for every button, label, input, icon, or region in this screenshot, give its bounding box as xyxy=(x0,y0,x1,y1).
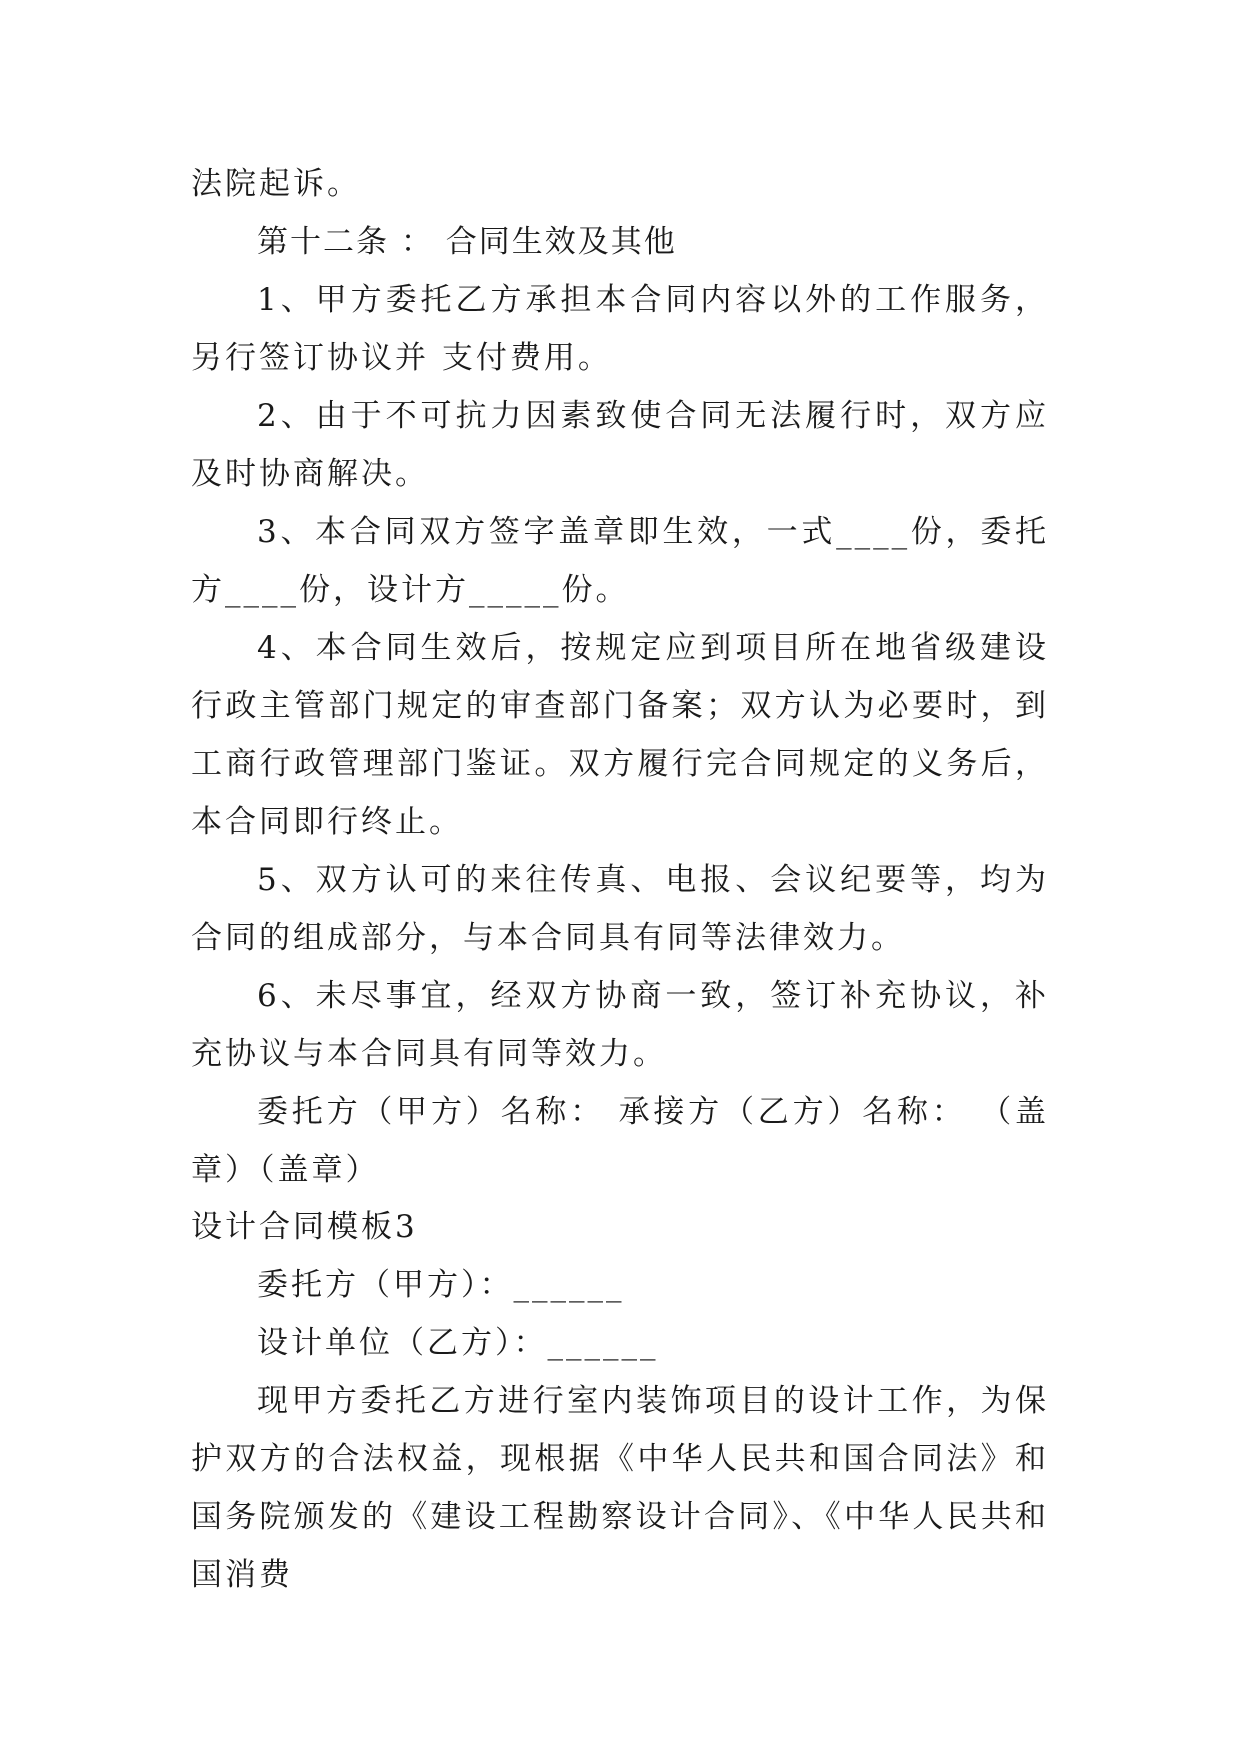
signature-line: 委托方（甲方）名称： 承接方（乙方）名称： （盖章）（盖章） xyxy=(191,1094,1049,1188)
paragraph-court-suit: 法院起诉。 xyxy=(191,166,361,202)
document-body xyxy=(191,155,1049,1604)
clause-3: 3、本合同双方签字盖章即生效，一式____份，委托方____份，设计方_____份。 xyxy=(191,514,1049,608)
clause-1: 1、甲方委托乙方承担本合同内容以外的工作服务，另行签订协议并 支付费用。 xyxy=(191,282,1049,376)
clause-4: 4、本合同生效后，按规定应到项目所在地省级建设行政主管部门规定的审查部门备案；双方认为必要时，到工商行政管理部门鉴证。双方履行完合同规定的义务后，本合同即行终止。 xyxy=(191,630,1049,840)
clause-6: 6、未尽事宜，经双方协商一致，签订补充协议，补充协议与本合同具有同等效力。 xyxy=(191,978,1049,1072)
preamble-paragraph: 现甲方委托乙方进行室内装饰项目的设计工作，为保护双方的合法权益，现根据《中华人民共和国合同法》和国务院颁发的《建设工程勘察设计合同》、《中华人民共和国消费 xyxy=(191,1383,1049,1593)
template-title: 设计合同模板3 xyxy=(191,1209,418,1245)
clause-5: 5、双方认可的来往传真、电报、会议纪要等，均为合同的组成部分，与本合同具有同等法律效力。 xyxy=(191,862,1049,956)
article-12-heading: 第十二条 ： 合同生效及其他 xyxy=(257,224,677,260)
design-unit-field: 设计单位（乙方）：______ xyxy=(257,1325,659,1361)
clause-2: 2、由于不可抗力因素致使合同无法履行时，双方应及时协商解决。 xyxy=(191,398,1049,492)
client-party-field: 委托方（甲方）：______ xyxy=(257,1267,625,1303)
